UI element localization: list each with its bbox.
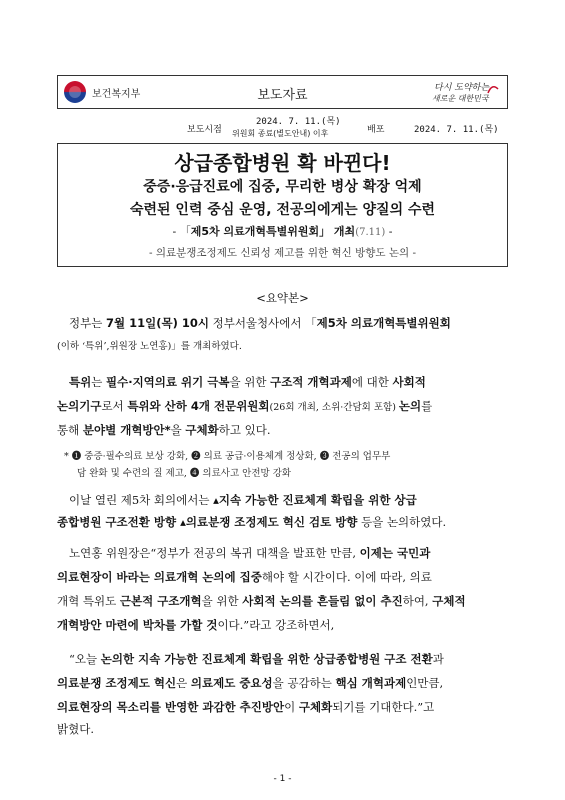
paragraph-3-line-2: 종합병원 구조전환 방향 ▴의료분쟁 조정제도 혁신 검토 방향 등을 논의하였다.: [57, 515, 447, 529]
release-label: 보도시점: [187, 125, 222, 135]
paragraph-5-line-4: 밝혔다.: [57, 722, 94, 736]
doc-type: 보도자료: [257, 88, 308, 103]
page-number: - 1 -: [273, 774, 292, 784]
subheadline-3: - 「제5차 의료개혁특별위원회」 개최(7.11) -: [172, 225, 393, 238]
paragraph-4-line-2: 의료현장이 바라는 의료개혁 논의에 집중해야 할 시간이다. 이에 따라, 의료: [57, 570, 432, 584]
paragraph-4-line-3: 개혁 특위도 근본적 구조개혁을 위한 사회적 논의를 흔들림 없이 추진하여, 구체적: [57, 594, 466, 608]
paragraph-2-line-1: 특위는 필수·지역의료 위기 극복을 위한 구조적 개혁과제에 대한 사회적: [69, 375, 426, 389]
release-condition: 위원회 종료(별도안내) 이후: [232, 129, 329, 138]
paragraph-1-line-1: 정부는 7월 11일(목) 10시 정부서울청사에서 「제5차 의료개혁특별위원회: [69, 316, 451, 330]
paragraph-5-line-1: “오늘 논의한 지속 가능한 진료체계 확립을 위한 상급종합병원 구조 전환과: [69, 652, 444, 666]
release-date: 2024. 7. 11.(목): [256, 117, 341, 127]
slogan-line-2: 새로운 대한민국: [432, 94, 489, 103]
subheadline-2: 숙련된 인력 중심 운영, 전공의에게는 양질의 수련: [129, 202, 436, 218]
subheadline-1: 중증·응급진료에 집중, 무리한 병상 확장 억제: [143, 179, 422, 195]
paragraph-3-line-1: 이날 열린 제5차 회의에서는 ▴지속 가능한 진료체계 확립을 위한 상급: [69, 493, 417, 507]
ministry-name: 보건복지부: [92, 88, 141, 100]
paragraph-5-line-2: 의료분쟁 조정제도 혁신은 의료제도 중요성을 공감하는 핵심 개혁과제인만큼,: [57, 676, 444, 690]
slogan-swoosh-icon: [488, 87, 498, 93]
headline: 상급종합병원 확 바뀐다!: [174, 151, 391, 175]
slogan-line-1: 다시 도약하는: [434, 83, 490, 93]
subheadline-4: - 의료분쟁조정제도 신뢰성 제고를 위한 혁신 방향도 논의 -: [148, 247, 417, 259]
paragraph-2-line-3: 통해 분야별 개혁방안*을 구체화하고 있다.: [57, 423, 271, 437]
footnote-line-2: 담 완화 및 수련의 질 제고, ❹ 의료사고 안전망 강화: [77, 468, 292, 479]
paragraph-4-line-4: 개혁방안 마련에 박차를 가할 것이다.”라고 강조하면서,: [57, 618, 335, 632]
paragraph-4-line-1: 노연홍 위원장은“정부가 전공의 복귀 대책을 발표한 만큼, 이제는 국민과: [69, 546, 431, 560]
paragraph-1-line-2: (이하 ‘특위’,위원장 노연홍)」를 개최하였다.: [57, 341, 242, 352]
summary-heading: <요약본>: [256, 291, 309, 305]
paragraph-2-line-2: 논의기구로서 특위와 산하 4개 전문위원회(26회 개최, 소위·간담회 포함) 논의를: [57, 399, 433, 413]
footnote-line-1: * ❶ 중증·필수의료 보상 강화, ❷ 의료 공급·이용체계 정상화, ❸ 전공의 업무부: [64, 451, 391, 462]
paragraph-5-line-3: 의료현장의 목소리를 반영한 과감한 추진방안이 구체화되기를 기대한다.”고: [57, 700, 435, 714]
distribution-label: 배포: [367, 125, 385, 135]
slogan-logo: [430, 79, 502, 105]
distribution-date: 2024. 7. 11.(목): [414, 125, 499, 135]
